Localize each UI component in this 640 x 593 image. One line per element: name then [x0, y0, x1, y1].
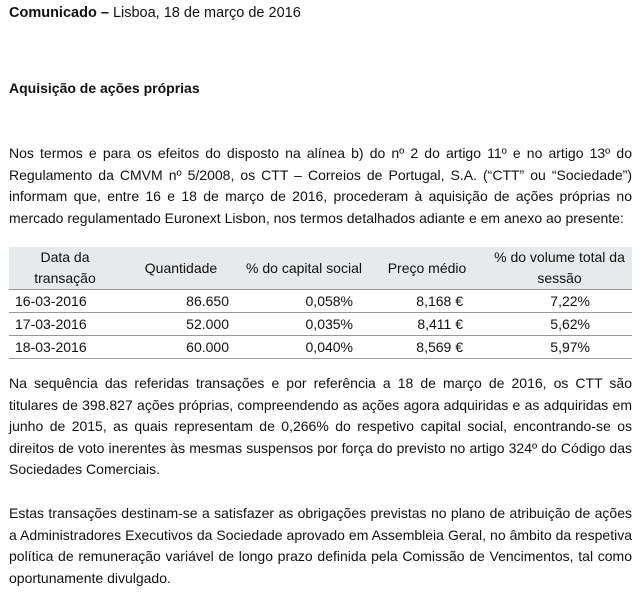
cell-date: 18-03-2016 [9, 336, 121, 359]
transactions-table [9, 247, 632, 359]
cell-capital: 0,040% [241, 336, 367, 359]
header-place-date: Lisboa, 18 de março de 2016 [112, 5, 301, 21]
header-label: Comunicado [9, 5, 97, 21]
cell-price: 8,168 € [367, 290, 487, 313]
column-header-volume: % do volume total da sessão [487, 247, 632, 290]
document-title: Aquisição de ações próprias [9, 80, 200, 96]
cell-price: 8,569 € [367, 336, 487, 359]
column-header-quantity: Quantidade [121, 247, 241, 290]
cell-volume: 5,97% [487, 336, 632, 359]
table-header-row [9, 247, 632, 290]
table-row [9, 313, 632, 336]
cell-quantity: 52.000 [121, 313, 241, 336]
purpose-paragraph: Estas transações destinam-se a satisfazer as obrigações previstas no plano de atribuição de ações a Administradores Executivos da Sociedade aprovado em Assembleia Geral, no âmbito da respetiva política de remuneração variável de longo prazo definida pela Comissão de Vencimentos, tal como oportunamente divulgado. [9, 505, 632, 586]
cell-capital: 0,035% [241, 313, 367, 336]
cell-volume: 7,22% [487, 290, 632, 313]
cell-volume: 5,62% [487, 313, 632, 336]
holdings-paragraph: Na sequência das referidas transações e por referência a 18 de março de 2016, os CTT são titulares de 398.827 ações próprias, compreendendo as ações agora adquiridas e as adquiridas em junho de 2015, as quais representam de 0,266% do respetivo capital social, encontrando-se os direitos de voto inerentes às mesmas suspensos por força do previsto no artigo 324º do Código das Sociedades Comerciais. [9, 375, 632, 477]
cell-price: 8,411 € [367, 313, 487, 336]
column-header-capital: % do capital social [241, 247, 367, 290]
intro-paragraph: Nos termos e para os efeitos do disposto na alínea b) do nº 2 do artigo 11º e no artigo 13º do Regulamento da CMVM nº 5/2008, os CTT – Correios de Portugal, S.A. (“CTT” ou “Sociedade”) informam que, entre 16 e 18 de março de 2016, procederam à aquisição de ações próprias no mercado regulamentado Euronext Lisbon, nos termos detalhados adiante e em anexo ao presente: [9, 145, 632, 226]
header-separator: – [96, 5, 113, 21]
cell-date: 17-03-2016 [9, 313, 121, 336]
column-header-price: Preço médio [367, 247, 487, 290]
cell-date: 16-03-2016 [9, 290, 121, 313]
cell-quantity: 60.000 [121, 336, 241, 359]
table-row [9, 336, 632, 359]
column-header-date: Data da transação [9, 247, 121, 290]
table-row [9, 290, 632, 313]
cell-quantity: 86.650 [121, 290, 241, 313]
cell-capital: 0,058% [241, 290, 367, 313]
document-header [9, 5, 301, 21]
